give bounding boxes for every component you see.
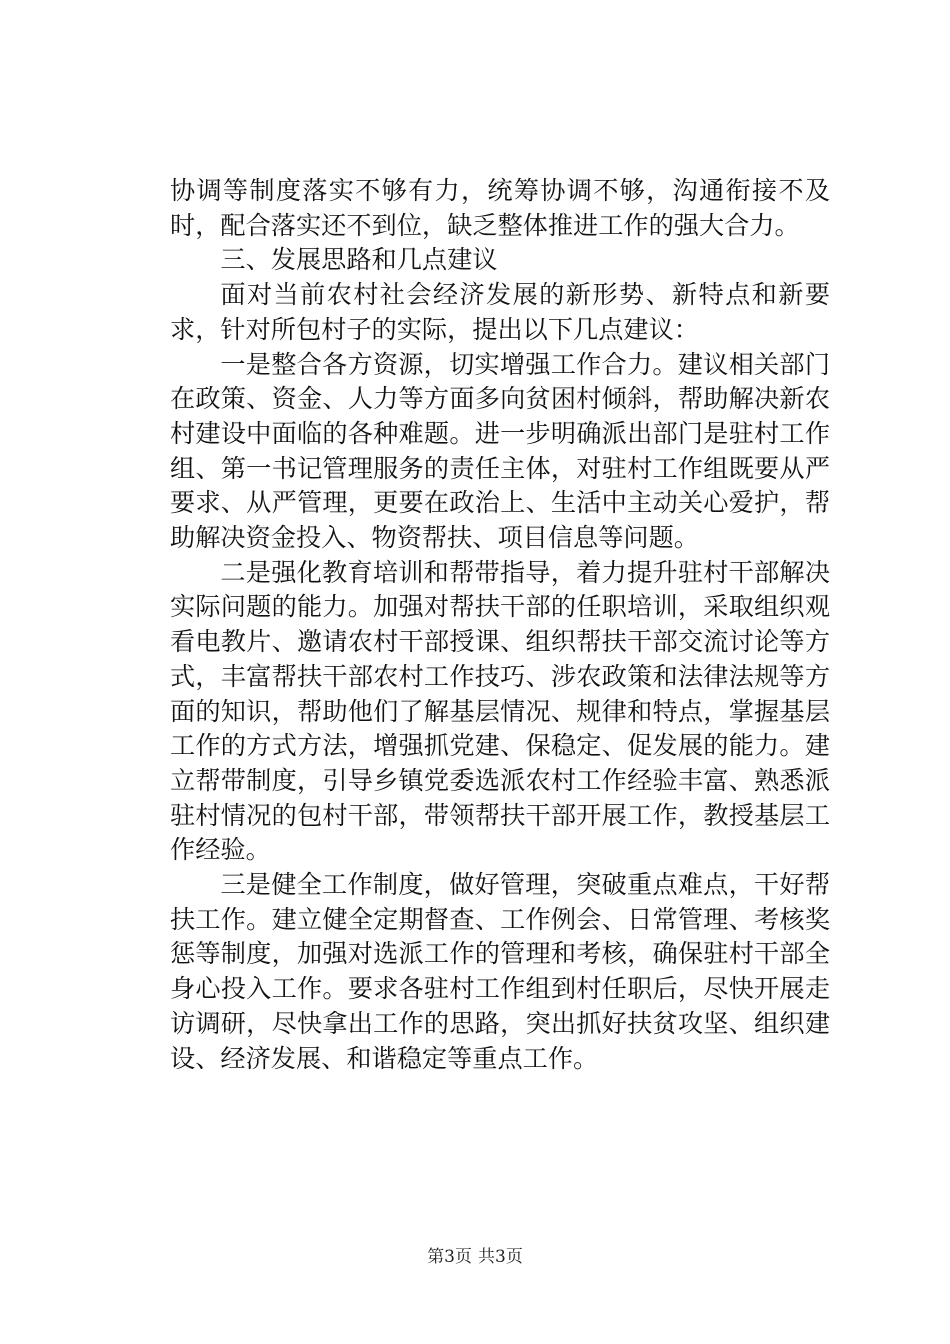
section-heading: 三、发展思路和几点建议: [220, 245, 498, 275]
page-number-total: 共3页: [478, 1247, 523, 1267]
paragraph-continuation: 协调等制度落实不够有力，统筹协调不够，沟通衔接不及时，配合落实还不到位，缺乏整体推进工作的强大合力。: [170, 176, 830, 240]
page-footer: [0, 1246, 950, 1268]
document-body: [170, 174, 830, 1076]
paragraph-suggestion-3: 三是健全工作制度，做好管理，突破重点难点，干好帮扶工作。建立健全定期督查、工作例会、日常管理、考核奖惩等制度，加强对选派工作的管理和考核，确保驻村干部全身心投入工作。要求各驻村工作组到村任职后，尽快开展走访调研，尽快拿出工作的思路，突出抓好扶贫攻坚、组织建设、经济发展、和谐稳定等重点工作。: [170, 870, 830, 1073]
paragraph-suggestion-2: 二是强化教育培训和帮带指导，着力提升驻村干部解决实际问题的能力。加强对帮扶干部的任职培训，采取组织观看电教片、邀请农村干部授课、组织帮扶干部交流讨论等方式，丰富帮扶干部农村工作技巧、涉农政策和法律法规等方面的知识，帮助他们了解基层情况、规律和特点，掌握基层工作的方式方法，增强抓党建、保稳定、促发展的能力。建立帮带制度，引导乡镇党委选派农村工作经验丰富、熟悉派驻村情况的包村干部，带领帮扶干部开展工作，教授基层工作经验。: [170, 557, 830, 865]
paragraph-suggestion-1: 一是整合各方资源，切实增强工作合力。建议相关部门在政策、资金、人力等方面多向贫困村倾斜，帮助解决新农村建设中面临的各种难题。进一步明确派出部门是驻村工作组、第一书记管理服务的责任主体，对驻村工作组既要从严要求、从严管理，更要在政治上、生活中主动关心爱护，帮助解决资金投入、物资帮扶、项目信息等问题。: [170, 349, 830, 553]
paragraph-intro: 面对当前农村社会经济发展的新形势、新特点和新要求，针对所包村子的实际，提出以下几点建议：: [170, 280, 830, 344]
page-number-current: 第3页: [427, 1247, 472, 1267]
